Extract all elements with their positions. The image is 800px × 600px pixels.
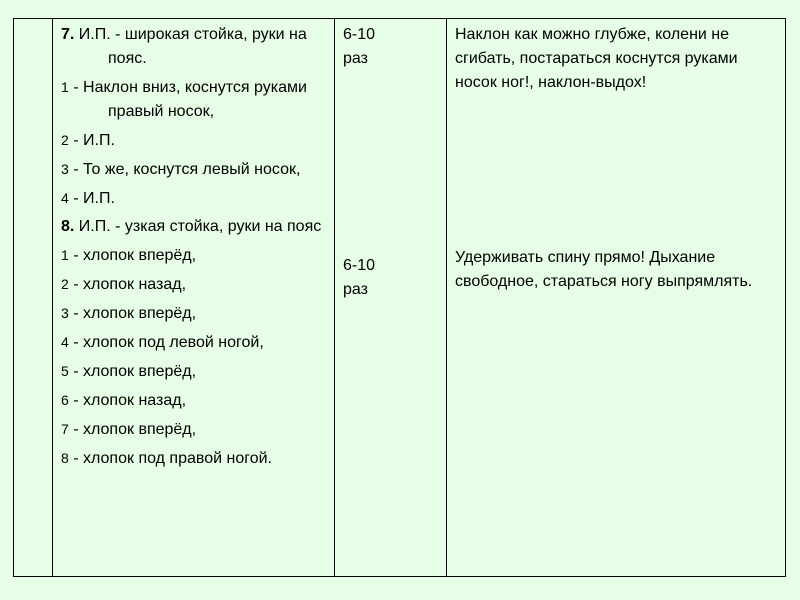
exercise-line [61,128,330,153]
exercise-table [13,18,786,577]
exercise-number: 7. [61,26,75,43]
column-divider [334,19,335,576]
column-divider [52,19,53,576]
exercise-line [61,157,330,182]
exercise-line [61,272,330,297]
dosage-value: 6-10 [343,26,376,43]
exercise-line [61,186,330,211]
exercise-line [61,215,330,239]
step-number: 5 [61,363,69,379]
exercise-text: - хлопок назад, [68,276,187,293]
exercise-line [61,330,330,355]
note-text: Наклон как можно глубже, колени не сгибать, постараться коснутся руками носок ног!, наклон-выдох! [455,26,738,91]
step-number: 7 [61,421,69,437]
exercise-text: - хлопок под правой ногой. [68,450,272,467]
exercise-text: - хлопок вперёд, [68,363,197,380]
note-text: Удерживать спину прямо! Дыхание свободное, стараться ногу выпрямлять. [455,249,753,290]
exercise-text: - И.П. [68,190,115,207]
dosage-value: 6-10 [343,257,376,274]
dosage-unit: раз [343,281,368,298]
exercise-line [61,301,330,326]
exercise-text: И.П. - узкая стойка, руки на пояс [74,218,322,235]
exercise-text: - хлопок вперёд, [68,421,197,438]
exercise-text: - хлопок под левой ногой, [68,334,264,351]
exercise-text: - хлопок назад, [68,392,187,409]
exercise-line [61,388,330,413]
exercise-line [61,75,330,124]
dosage-cell [336,19,446,576]
exercise-text: - Наклон вниз, коснутся руками правый носок, [68,79,307,120]
exercise-line [61,359,330,384]
step-number: 1 [61,79,69,95]
step-number: 4 [61,190,69,206]
exercise-text: - И.П. [68,132,115,149]
exercise-number: 8. [61,218,75,235]
dosage-unit: раз [343,50,368,67]
step-number: 1 [61,247,69,263]
step-number: 6 [61,392,69,408]
step-number: 2 [61,132,69,148]
exercise-line [61,417,330,442]
notes-cell [448,19,785,576]
step-number: 4 [61,334,69,350]
step-number: 2 [61,276,69,292]
exercise-text: - хлопок вперёд, [68,305,197,322]
step-number: 8 [61,450,69,466]
exercise-cell [54,19,334,576]
step-number: 3 [61,161,69,177]
index-cell [14,19,52,576]
exercise-line [61,243,330,268]
exercise-line [61,446,330,471]
step-number: 3 [61,305,69,321]
exercise-text: - То же, коснутся левый носок, [68,161,301,178]
exercise-text: И.П. - широкая стойка, руки на пояс. [74,26,307,67]
column-divider [446,19,447,576]
exercise-line [61,23,330,71]
exercise-text: - хлопок вперёд, [68,247,197,264]
